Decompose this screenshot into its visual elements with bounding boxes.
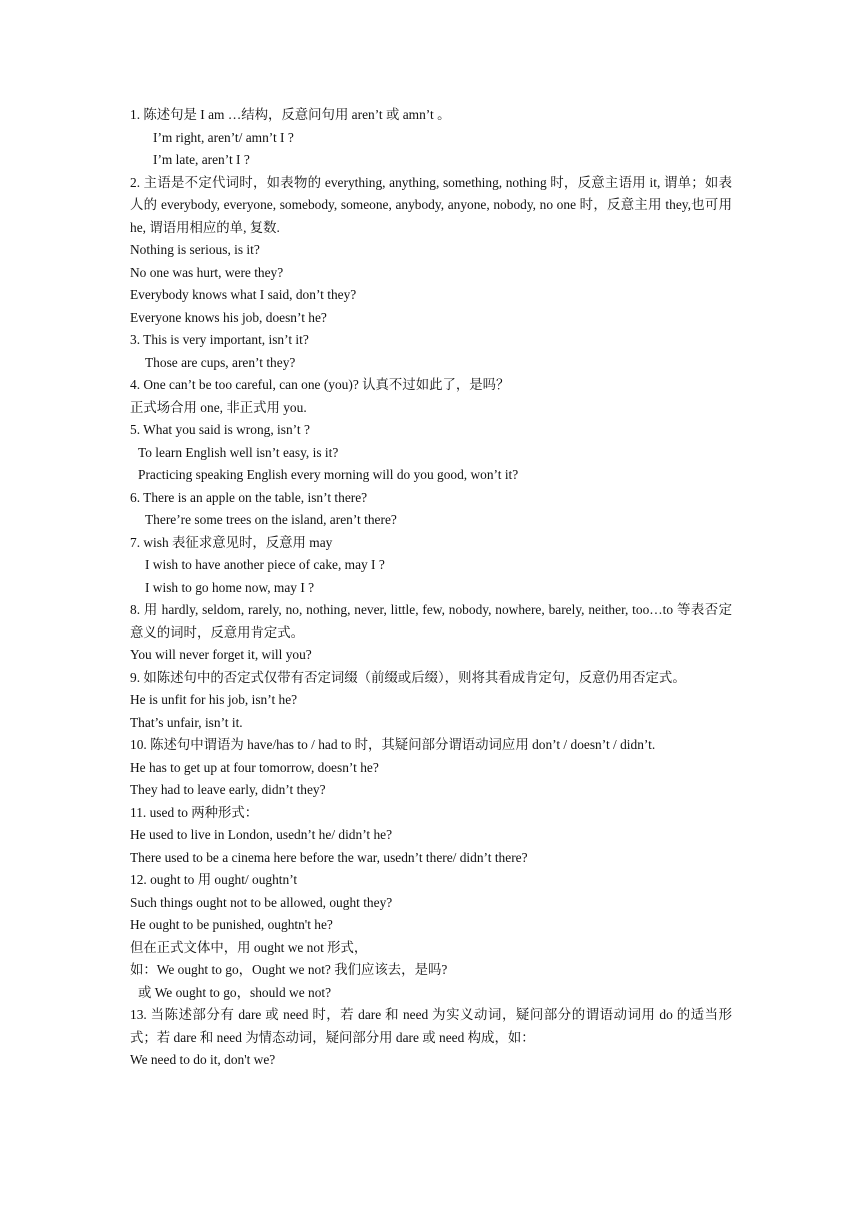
text-line: 或 We ought to go，should we not? <box>138 984 332 1000</box>
text-line: Everybody knows what I said, don’t they? <box>130 287 357 302</box>
text-line: 12. ought to 用 ought/ oughtn’t <box>130 872 298 887</box>
text-line: I’m right, aren’t/ amn’t I ? <box>153 129 294 145</box>
text-line: 3. This is very important, isn’t it? <box>130 332 309 347</box>
text-paragraph: 8. 用 hardly, seldom, rarely, no, nothing, never, little, few, nobody, nowhere, barely, neither, too…to 等表否定意义的词时，反意用肯定式。 <box>130 602 732 640</box>
text-line: You will never forget it, will you? <box>130 647 312 662</box>
text-line: No one was hurt, were they? <box>130 264 284 280</box>
text-line: There used to be a cinema here before the war, usedn’t there/ didn’t there? <box>130 849 528 865</box>
text-line: I wish to have another piece of cake, may I ? <box>145 557 385 572</box>
text-paragraph: 13. 当陈述部分有 dare 或 need 时，若 dare 和 need 为实义动词，疑问部分的谓语动词用 do 的适当形式；若 dare 和 need 为情态动词，疑问部分用 dare 或 need 构成，如： <box>130 1007 732 1045</box>
text-line: There’re some trees on the island, aren’t there? <box>145 512 397 527</box>
text-line: Everyone knows his job, doesn’t he? <box>130 309 327 325</box>
text-line: They had to leave early, didn’t they? <box>130 782 326 797</box>
text-line: I’m late, aren’t I ? <box>153 152 250 167</box>
text-line: He used to live in London, usedn’t he/ didn’t he? <box>130 827 393 842</box>
text-line: 6. There is an apple on the table, isn’t there? <box>130 489 368 505</box>
text-line: He ought to be punished, oughtn't he? <box>130 917 333 932</box>
text-line: Nothing is serious, is it? <box>130 242 260 257</box>
text-line: 10. 陈述句中谓语为 have/has to / had to 时，其疑问部分谓语动词应用 don’t / doesn’t / didn’t. <box>130 737 656 752</box>
text-line: To learn English well isn’t easy, is it? <box>138 444 339 460</box>
text-line: I wish to go home now, may I ? <box>145 579 315 595</box>
text-line: That’s unfair, isn’t it. <box>130 714 243 730</box>
text-line: 但在正式文体中，用 ought we not 形式， <box>130 939 368 955</box>
document-page <box>130 104 732 1072</box>
text-line: He is unfit for his job, isn’t he? <box>130 692 298 707</box>
text-line: Such things ought not to be allowed, ought they? <box>130 894 393 910</box>
text-line: 如：We ought to go，Ought we not? 我们应该去，是吗? <box>130 962 448 977</box>
text-paragraph: 2. 主语是不定代词时，如表物的 everything, anything, something, nothing 时，反意主语用 it, 谓单；如表人的 everybody, everyone, somebody, someone, anybody, anyone, nobody, no one 时，反意主用 they,也可用 he, 谓语用相应的单, 复数. <box>130 174 732 235</box>
text-line: 4. One can’t be too careful, can one (you)? 认真不过如此了，是吗？ <box>130 377 510 392</box>
text-line: 11. used to 两种形式： <box>130 804 259 820</box>
text-line: 1. 陈述句是 I am …结构，反意问句用 aren’t 或 amn’t 。 <box>130 107 451 122</box>
text-line: 正式场合用 one, 非正式用 you. <box>130 399 307 415</box>
text-line: 5. What you said is wrong, isn’t ? <box>130 422 310 437</box>
text-line: We need to do it, don't we? <box>130 1052 276 1067</box>
text-line: 7. wish 表征求意见时，反意用 may <box>130 534 333 550</box>
text-line: He has to get up at four tomorrow, doesn’t he? <box>130 759 379 775</box>
text-line: Those are cups, aren’t they? <box>145 354 296 370</box>
text-paragraph: 9. 如陈述句中的否定式仅带有否定词缀（前缀或后缀），则将其看成肯定句，反意仍用否定式。 <box>130 669 686 685</box>
text-line: Practicing speaking English every morning will do you good, won’t it? <box>138 467 519 482</box>
